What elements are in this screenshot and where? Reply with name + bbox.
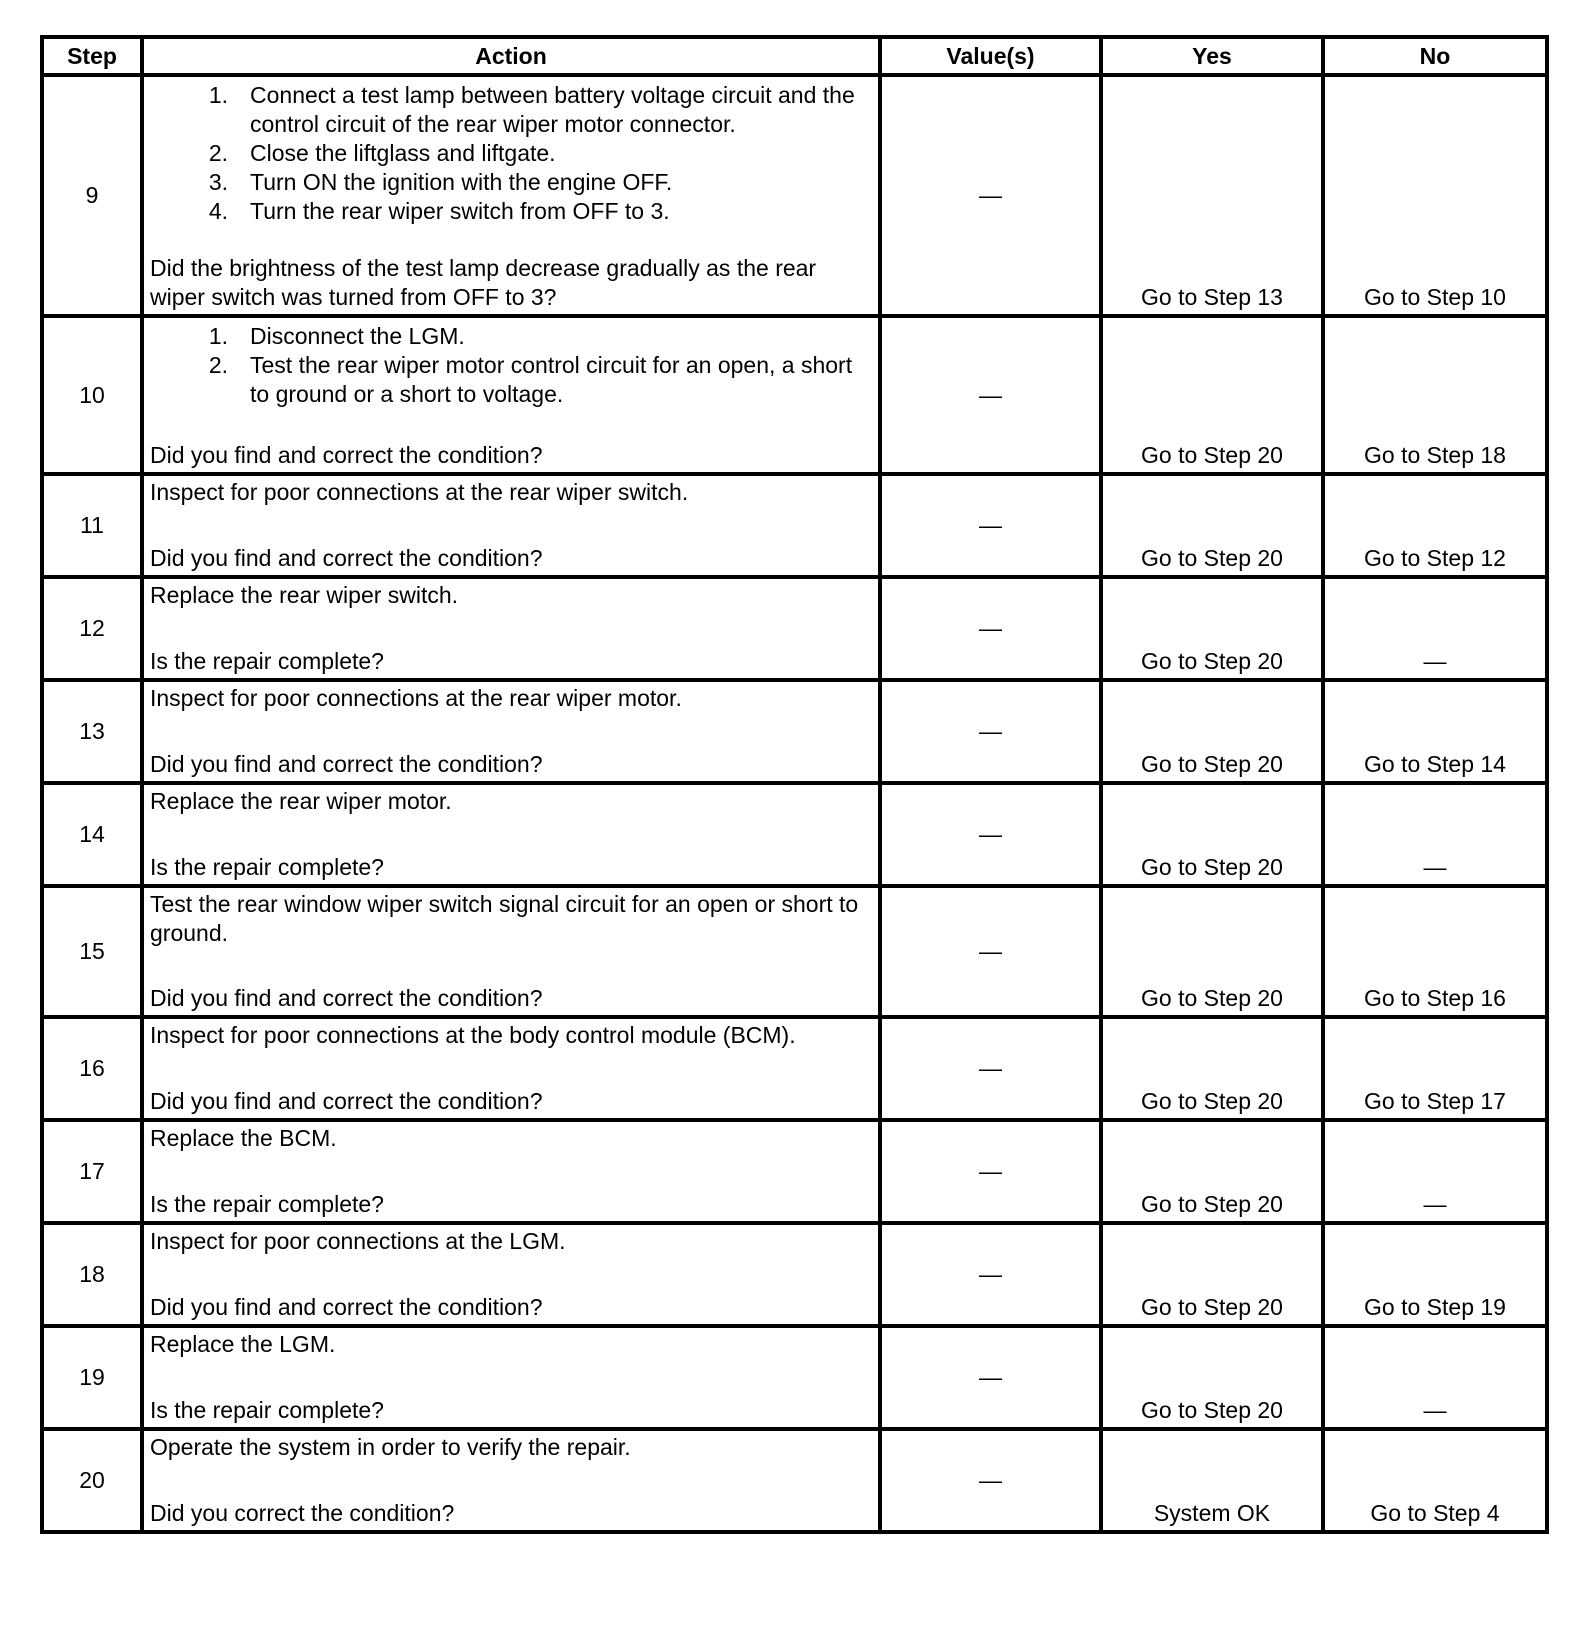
action-text: Operate the system in order to verify the repair. [150, 1434, 631, 1460]
value-cell: — [880, 1223, 1101, 1326]
step-number: 11 [42, 474, 142, 577]
table-row [42, 316, 1547, 474]
yes-cell: Go to Step 20 [1101, 1223, 1323, 1326]
step-number: 9 [42, 75, 142, 316]
action-text: Replace the BCM. [150, 1125, 337, 1151]
action-step-item [150, 322, 872, 351]
action-step-text: Connect a test lamp between battery voltage circuit and the control circuit of the rear wiper motor connector. [250, 82, 855, 137]
action-text: Inspect for poor connections at the rear wiper motor. [150, 685, 682, 711]
yes-cell: Go to Step 20 [1101, 1017, 1323, 1120]
no-cell: Go to Step 4 [1323, 1429, 1547, 1532]
action-text: Replace the LGM. [150, 1331, 336, 1357]
step-number: 15 [42, 886, 142, 1017]
action-text: Inspect for poor connections at the body control module (BCM). [150, 1022, 796, 1048]
value-cell: — [880, 1120, 1101, 1223]
table-row [42, 1429, 1547, 1532]
step-number: 13 [42, 680, 142, 783]
step-number: 18 [42, 1223, 142, 1326]
action-cell [142, 1429, 880, 1532]
no-cell: — [1323, 577, 1547, 680]
action-cell [142, 1223, 880, 1326]
no-cell: Go to Step 14 [1323, 680, 1547, 783]
action-question: Is the repair complete? [150, 854, 384, 880]
value-cell: — [880, 1017, 1101, 1120]
table-row [42, 1223, 1547, 1326]
header-action: Action [142, 37, 880, 75]
table-row [42, 577, 1547, 680]
action-step-number: 3. [208, 169, 228, 195]
yes-cell: Go to Step 20 [1101, 577, 1323, 680]
yes-cell: System OK [1101, 1429, 1323, 1532]
step-number: 14 [42, 783, 142, 886]
action-steps-list [150, 322, 872, 409]
step-number: 16 [42, 1017, 142, 1120]
no-cell: Go to Step 10 [1323, 75, 1547, 316]
action-step-text: Turn ON the ignition with the engine OFF. [250, 169, 673, 195]
action-step-item [150, 197, 872, 226]
action-step-number: 2. [208, 140, 228, 166]
header-values: Value(s) [880, 37, 1101, 75]
value-cell: — [880, 75, 1101, 316]
no-cell: Go to Step 17 [1323, 1017, 1547, 1120]
action-question: Did you find and correct the condition? [150, 1294, 543, 1320]
action-cell [142, 75, 880, 316]
action-step-item [150, 351, 872, 409]
header-step: Step [42, 37, 142, 75]
yes-cell: Go to Step 13 [1101, 75, 1323, 316]
action-question: Is the repair complete? [150, 648, 384, 674]
header-yes: Yes [1101, 37, 1323, 75]
table-row [42, 1120, 1547, 1223]
table-row [42, 680, 1547, 783]
table-row [42, 75, 1547, 316]
value-cell: — [880, 680, 1101, 783]
table-row [42, 783, 1547, 886]
action-step-item [150, 139, 872, 168]
no-cell: Go to Step 19 [1323, 1223, 1547, 1326]
action-step-number: 1. [208, 82, 228, 108]
yes-cell: Go to Step 20 [1101, 783, 1323, 886]
value-cell: — [880, 783, 1101, 886]
action-step-number: 2. [208, 352, 228, 378]
yes-cell: Go to Step 20 [1101, 1326, 1323, 1429]
action-question: Did you find and correct the condition? [150, 985, 543, 1011]
action-question: Did you find and correct the condition? [150, 751, 543, 777]
value-cell: — [880, 886, 1101, 1017]
action-step-number: 1. [208, 323, 228, 349]
action-step-text: Turn the rear wiper switch from OFF to 3. [250, 198, 670, 224]
action-question: Did you find and correct the condition? [150, 545, 543, 571]
action-cell [142, 783, 880, 886]
value-cell: — [880, 474, 1101, 577]
no-cell: — [1323, 1120, 1547, 1223]
action-steps-list [150, 81, 872, 226]
action-cell [142, 1017, 880, 1120]
action-step-text: Test the rear wiper motor control circuit for an open, a short to ground or a short to voltage. [250, 352, 853, 407]
yes-cell: Go to Step 20 [1101, 886, 1323, 1017]
action-cell [142, 886, 880, 1017]
action-cell [142, 1326, 880, 1429]
action-step-text: Disconnect the LGM. [250, 323, 465, 349]
action-cell [142, 680, 880, 783]
yes-cell: Go to Step 20 [1101, 316, 1323, 474]
diagnostic-table [40, 35, 1549, 1534]
table-row [42, 474, 1547, 577]
action-step-item [150, 168, 872, 197]
action-text: Replace the rear wiper motor. [150, 788, 452, 814]
header-no: No [1323, 37, 1547, 75]
no-cell: Go to Step 12 [1323, 474, 1547, 577]
action-question: Is the repair complete? [150, 1191, 384, 1217]
action-step-number: 4. [208, 198, 228, 224]
action-cell [142, 316, 880, 474]
action-cell [142, 1120, 880, 1223]
value-cell: — [880, 577, 1101, 680]
value-cell: — [880, 1429, 1101, 1532]
no-cell: Go to Step 16 [1323, 886, 1547, 1017]
yes-cell: Go to Step 20 [1101, 474, 1323, 577]
table-row [42, 886, 1547, 1017]
value-cell: — [880, 1326, 1101, 1429]
action-question: Did you correct the condition? [150, 1500, 455, 1526]
yes-cell: Go to Step 20 [1101, 1120, 1323, 1223]
action-text: Inspect for poor connections at the rear wiper switch. [150, 479, 689, 505]
action-step-item [150, 81, 872, 139]
table-row [42, 1017, 1547, 1120]
action-question: Did you find and correct the condition? [150, 442, 543, 468]
value-cell: — [880, 316, 1101, 474]
step-number: 20 [42, 1429, 142, 1532]
action-step-text: Close the liftglass and liftgate. [250, 140, 556, 166]
table-row [42, 1326, 1547, 1429]
step-number: 10 [42, 316, 142, 474]
action-cell [142, 474, 880, 577]
step-number: 12 [42, 577, 142, 680]
no-cell: — [1323, 1326, 1547, 1429]
action-question: Did the brightness of the test lamp decrease gradually as the rear wiper switch was turned from OFF to 3? [150, 255, 817, 310]
action-text: Replace the rear wiper switch. [150, 582, 459, 608]
header-row [42, 37, 1547, 75]
action-cell [142, 577, 880, 680]
step-number: 19 [42, 1326, 142, 1429]
action-text: Inspect for poor connections at the LGM. [150, 1228, 566, 1254]
no-cell: — [1323, 783, 1547, 886]
yes-cell: Go to Step 20 [1101, 680, 1323, 783]
no-cell: Go to Step 18 [1323, 316, 1547, 474]
step-number: 17 [42, 1120, 142, 1223]
action-question: Is the repair complete? [150, 1397, 384, 1423]
action-question: Did you find and correct the condition? [150, 1088, 543, 1114]
action-text: Test the rear window wiper switch signal circuit for an open or short to ground. [150, 891, 859, 946]
